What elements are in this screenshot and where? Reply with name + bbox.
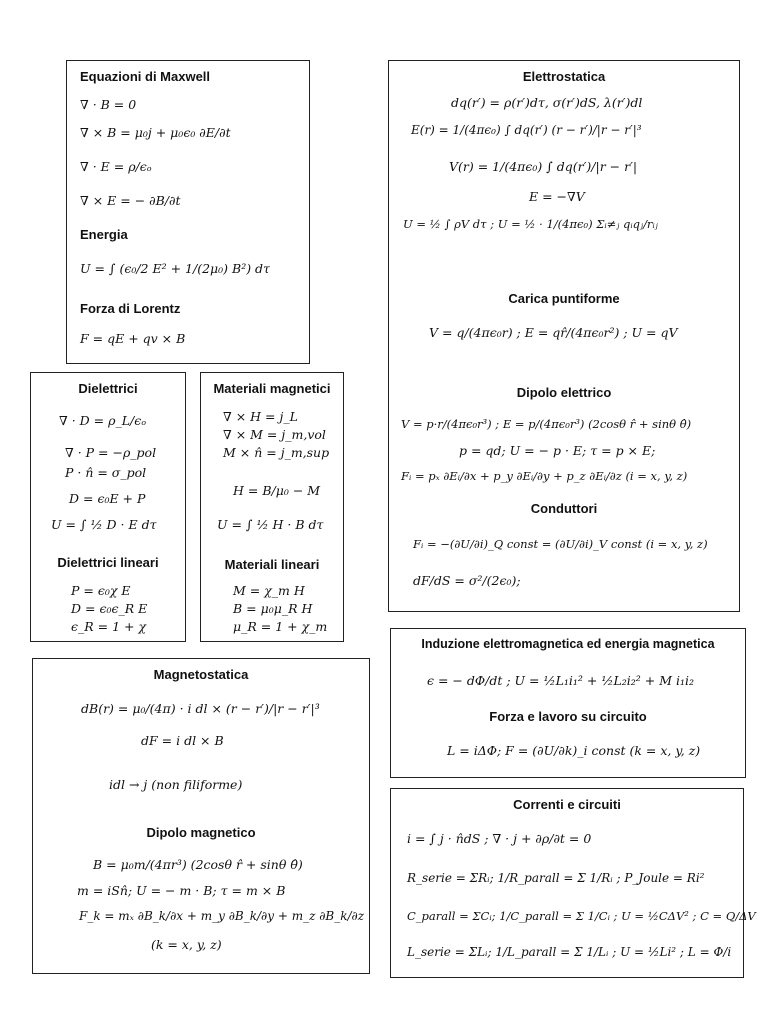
- magnetici-box: [200, 372, 344, 642]
- dipolo-elettrico-eq-1: V = p·r/(4πϵ₀r³) ; E = p/(4πϵ₀r³) (2cosθ r̂ + sinθ θ̂): [401, 417, 692, 431]
- maxwell-box: [66, 60, 310, 364]
- magnetostatica-title: Magnetostatica: [153, 667, 249, 682]
- dielettrici-eq-1: ∇ · D = ρ_L/ϵₒ: [59, 413, 147, 428]
- dielettrici-title: Dielettrici: [78, 381, 138, 396]
- correnti-eq-2: R_serie = ΣRᵢ; 1/R_parall = Σ 1/Rᵢ ; P_Joule = Ri²: [407, 871, 705, 885]
- forza-lavoro-eq: L = iΔΦ; F = (∂U/∂k)_i const (k = x, y, z): [447, 743, 701, 758]
- magnetici-title: Materiali magnetici: [213, 381, 331, 396]
- forza-lavoro-title: Forza e lavoro su circuito: [489, 709, 647, 724]
- dipolo-magnetico-eq-3: F_k = mₓ ∂B_k/∂x + m_y ∂B_k/∂y + m_z ∂B_k/∂z: [79, 909, 365, 923]
- magnetici-lineari-title: Materiali lineari: [224, 557, 320, 572]
- elettrostatica-box: [388, 60, 740, 612]
- magnetici-eq-1: ∇ × H = j_L: [223, 409, 298, 424]
- dipolo-elettrico-title: Dipolo elettrico: [516, 385, 612, 400]
- elettrostatica-eq-1: dq(r′) = ρ(r′)dτ, σ(r′)dS, λ(r′)dl: [451, 95, 643, 110]
- dielettrici-lineari-eq-3: ϵ_R = 1 + χ: [71, 619, 147, 634]
- magnetici-lineari-eq-3: μ_R = 1 + χ_m: [233, 619, 328, 634]
- dipolo-elettrico-eq-3: Fᵢ = pₓ ∂Eᵢ/∂x + p_y ∂Eᵢ/∂y + p_z ∂Eᵢ/∂z (i = x, y, z): [401, 469, 688, 483]
- magnetostatica-eq-2: dF = i dl × B: [141, 733, 224, 748]
- induzione-title: Induzione elettromagnetica ed energia magnetica: [421, 637, 715, 651]
- dielettrici-lineari-title: Dielettrici lineari: [57, 555, 159, 570]
- carica-eq: V = q/(4πϵ₀r) ; E = qr̂/(4πϵ₀r²) ; U = qV: [429, 325, 678, 340]
- dielettrici-eq-2: ∇ · P = −ρ_pol: [65, 445, 157, 460]
- elettrostatica-eq-5: U = ½ ∫ ρV dτ ; U = ½ · 1/(4πϵ₀) Σᵢ≠ⱼ qᵢqⱼ/rᵢⱼ: [403, 217, 658, 231]
- lorentz-eq: F = qE + qv × B: [80, 331, 186, 346]
- elettrostatica-title: Elettrostatica: [522, 69, 606, 84]
- correnti-box: [390, 788, 756, 978]
- energia-eq: U = ∫ (ϵ₀/2 E² + 1/(2μ₀) B²) dτ: [80, 261, 270, 276]
- magnetostatica-eq-1: dB(r) = μ₀/(4π) · i dl × (r − r′)/|r − r′|³: [81, 701, 320, 716]
- magnetici-eq-4: H = B/μ₀ − M: [233, 483, 321, 498]
- correnti-title: Correnti e circuiti: [513, 797, 621, 812]
- induzione-box: [390, 628, 746, 778]
- elettrostatica-eq-4: E = −∇V: [529, 189, 585, 204]
- dipolo-magnetico-eq-2: m = iSn̂; U = − m · B; τ = m × B: [77, 883, 286, 898]
- dipolo-magnetico-eq-4: (k = x, y, z): [151, 937, 222, 952]
- lorentz-title: Forza di Lorentz: [80, 301, 181, 316]
- dielettrici-eq-4: D = ϵ₀E + P: [69, 491, 146, 506]
- maxwell-title: Equazioni di Maxwell: [80, 69, 211, 84]
- dielettrici-eq-5: U = ∫ ½ D · E dτ: [51, 517, 157, 532]
- dipolo-magnetico-eq-1: B = μ₀m/(4πr³) (2cosθ r̂ + sinθ θ̂): [93, 857, 303, 872]
- dielettrici-lineari-eq-1: P = ϵ₀χ E: [71, 583, 131, 598]
- correnti-eq-4: L_serie = ΣLᵢ; 1/L_parall = Σ 1/Lᵢ ; U = ½Li² ; L = Φ/i: [407, 945, 732, 959]
- conduttori-eq-1: Fᵢ = −(∂U/∂i)_Q const = (∂U/∂i)_V const (i = x, y, z): [413, 537, 708, 551]
- magnetostatica-box: [32, 658, 370, 974]
- maxwell-eq-4: ∇ × E = − ∂B/∂t: [80, 193, 181, 208]
- magnetici-eq-3: M × n̂ = j_m,sup: [223, 445, 330, 460]
- conduttori-eq-2: dF/dS = σ²/(2ϵ₀);: [413, 573, 521, 588]
- magnetici-lineari-eq-2: B = μ₀μ_R H: [233, 601, 313, 616]
- dielettrici-eq-3: P · n̂ = σ_pol: [65, 465, 147, 480]
- correnti-eq-3: C_parall = ΣCᵢ; 1/C_parall = Σ 1/Cᵢ ; U = ½CΔV² ; C = Q/ΔV: [407, 909, 756, 923]
- dielettrici-box: [30, 372, 186, 642]
- elettrostatica-eq-2: E(r) = 1/(4πϵ₀) ∫ dq(r′) (r − r′)/|r − r′|³: [411, 123, 642, 137]
- magnetostatica-eq-3: idl → j (non filiforme): [109, 777, 243, 792]
- correnti-eq-1: i = ∫ j · n̂dS ; ∇ · j + ∂ρ/∂t = 0: [407, 831, 592, 846]
- dielettrici-lineari-eq-2: D = ϵ₀ϵ_R E: [71, 601, 148, 616]
- magnetici-lineari-eq-1: M = χ_m H: [233, 583, 305, 598]
- energia-title: Energia: [80, 227, 128, 242]
- carica-title: Carica puntiforme: [508, 291, 620, 306]
- maxwell-eq-1: ∇ · B = 0: [80, 97, 137, 112]
- elettrostatica-eq-3: V(r) = 1/(4πϵ₀) ∫ dq(r′)/|r − r′|: [449, 159, 638, 174]
- dipolo-magnetico-title: Dipolo magnetico: [146, 825, 256, 840]
- dipolo-elettrico-eq-2: p = qd; U = − p · E; τ = p × E;: [459, 443, 656, 458]
- conduttori-title: Conduttori: [530, 501, 598, 516]
- maxwell-eq-3: ∇ · E = ρ/ϵₒ: [80, 159, 152, 174]
- magnetici-eq-2: ∇ × M = j_m,vol: [223, 427, 326, 442]
- magnetici-eq-5: U = ∫ ½ H · B dτ: [217, 517, 324, 532]
- maxwell-eq-2: ∇ × B = μ₀j + μ₀ϵ₀ ∂E/∂t: [80, 125, 231, 140]
- induzione-eq: ϵ = − dΦ/dt ; U = ½L₁i₁² + ½L₂i₂² + M i₁i₂: [427, 673, 694, 688]
